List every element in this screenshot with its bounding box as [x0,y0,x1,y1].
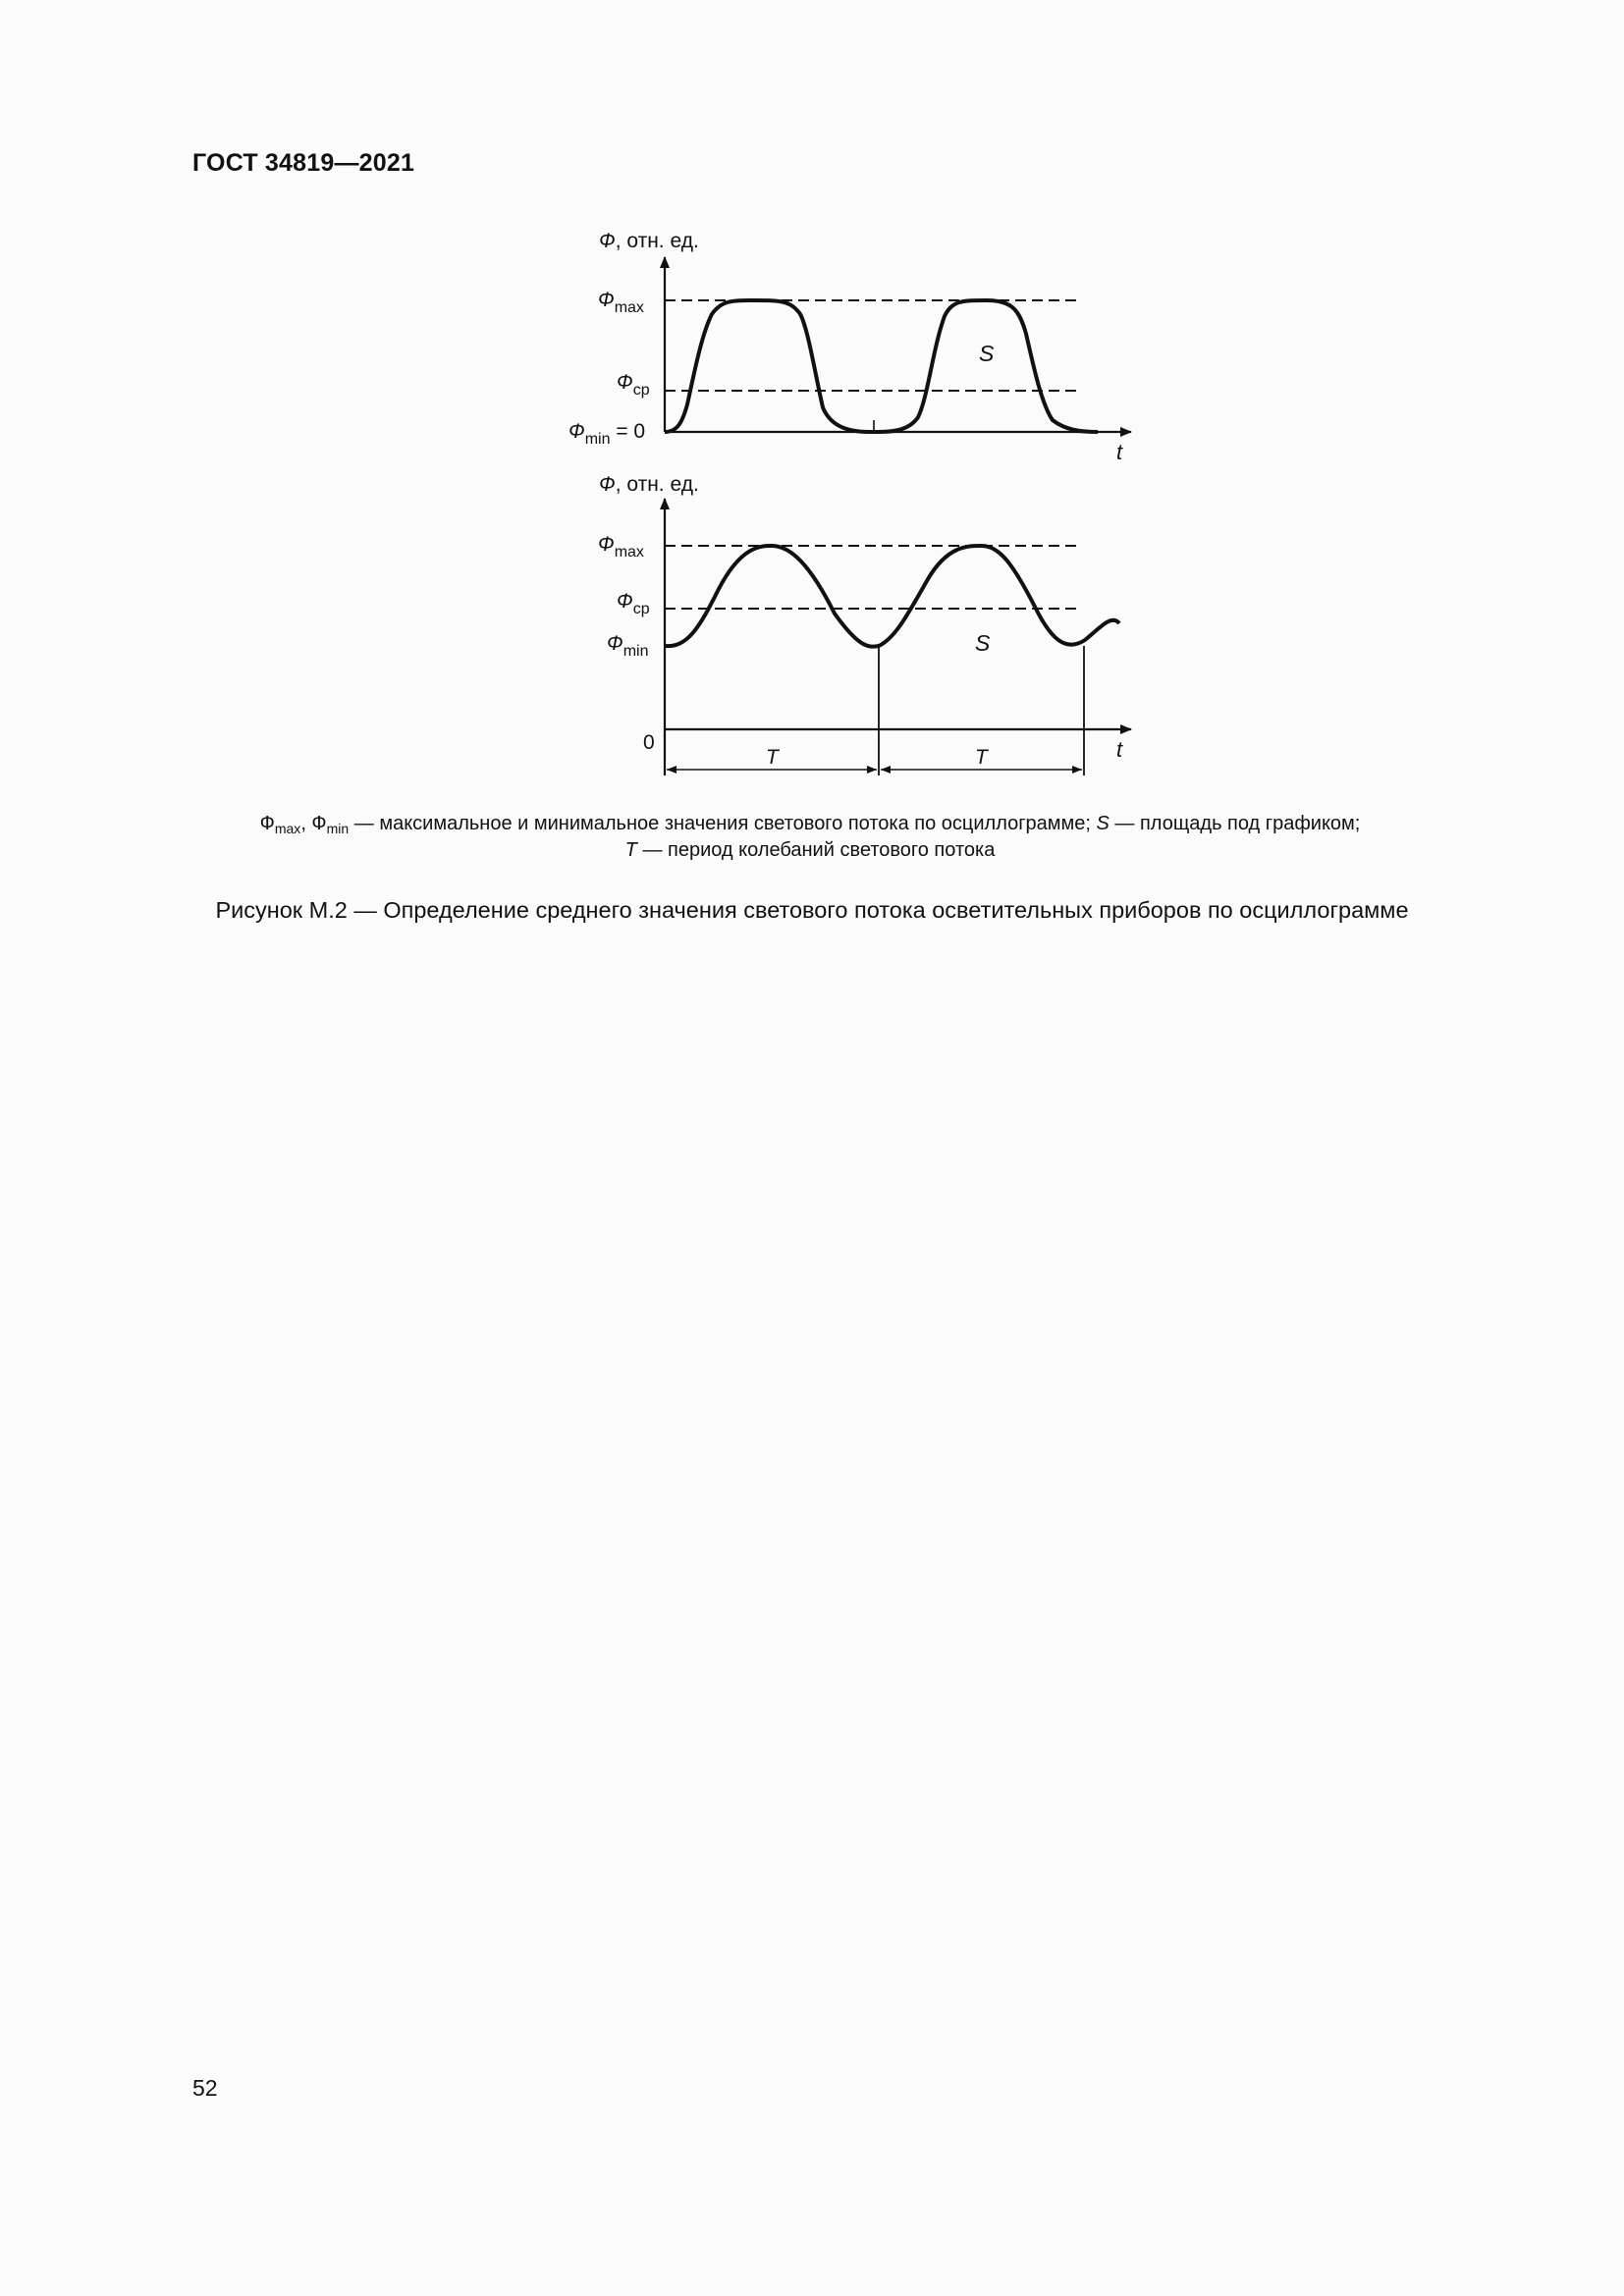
legend-t-desc: — период колебаний светового потока [636,839,996,861]
document-code: ГОСТ 34819—2021 [192,149,415,177]
chart-bottom-period-label-2: T [975,746,988,769]
chart-top-y-axis-label: Ф, отн. ед. [599,230,699,252]
chart-top-avg-label: $Ф_{ср}$ [617,371,650,399]
legend-phi-max: Ф [259,813,275,834]
chart-bottom-x-axis-label: t [1116,737,1123,762]
page-number: 52 [192,2075,218,2101]
legend-t-symbol: T [624,839,637,861]
legend-sub-max: max [274,821,301,836]
figure-caption: Рисунок М.2 — Определение среднего значения светового потока осветительных приборов по осциллограмме [215,897,1409,923]
chart-top-min-label: $Ф_{min} = 0$ [568,420,646,448]
chart-bottom-avg-label: $Ф_{ср}$ [617,590,650,617]
chart-bottom-min-label: $Ф_{min}$ [607,632,649,660]
legend-s-desc: — площадь под графиком; [1109,813,1361,834]
chart-bottom-series-line [665,546,1119,647]
chart-top-x-axis-label: t [1116,440,1123,464]
legend-line-2 [157,837,1463,864]
chart-bottom-period-label-1: T [766,746,779,769]
chart-top-area-label: S [979,341,995,366]
chart-top-series-line [665,300,1098,432]
chart-top-max-label: $Ф_{max}$ [598,289,644,316]
chart-top [568,230,1131,464]
chart-bottom-y-axis-label: Ф, отн. ед. [599,473,699,496]
chart-bottom-area-label: S [975,630,991,656]
legend-phi-desc: — максимальное и минимальное значения светового потока по осциллограмме; [349,813,1097,834]
chart-bottom [598,473,1131,775]
legend-s-symbol: S [1096,813,1110,834]
chart-bottom-max-label: $Ф_{max}$ [598,533,644,561]
legend-sub-min: min [326,821,350,836]
chart-bottom-zero-label: 0 [643,731,655,754]
legend-phi-min: , Ф [300,813,327,834]
legend-line-1 [157,811,1463,837]
oscillogram-figure [0,0,1624,805]
figure-legend [157,811,1463,864]
